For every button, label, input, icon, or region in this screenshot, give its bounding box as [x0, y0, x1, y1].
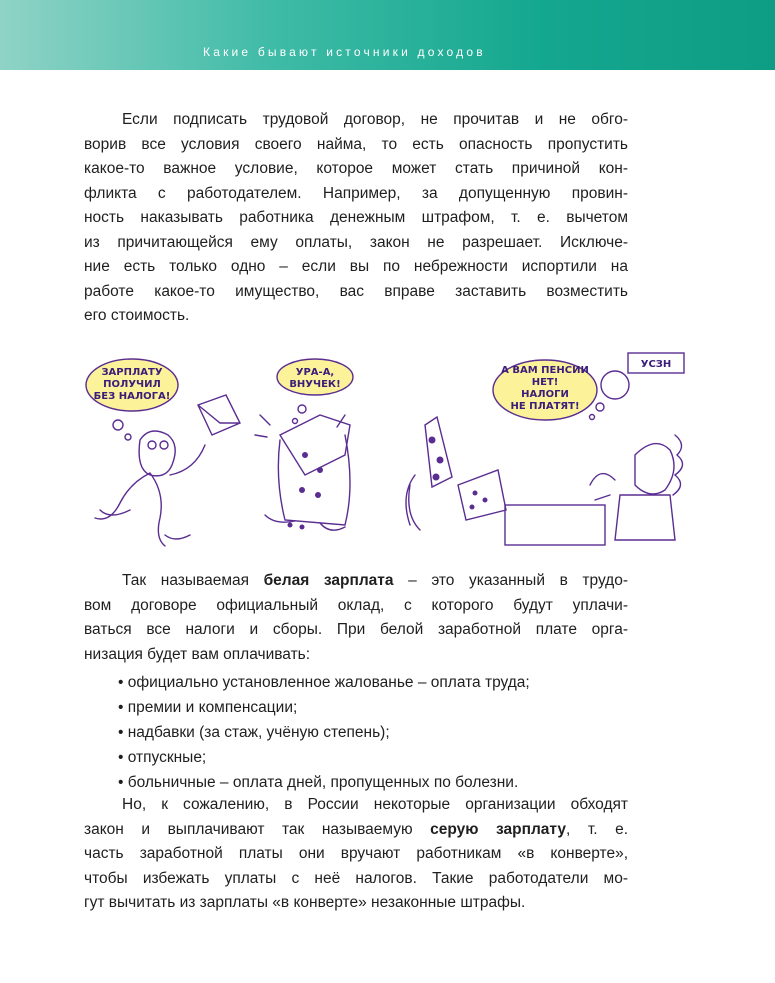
dress-dots	[288, 437, 488, 530]
bubble-1-line-1: ЗАРПЛАТУ	[101, 367, 163, 378]
text-span: закон и выплачивают так называемую	[84, 820, 431, 838]
paragraph-1	[84, 108, 628, 329]
list-item: • официально установленное жалованье – оплата труда;	[118, 674, 530, 691]
cartoon-illustration	[80, 345, 695, 555]
sign-label: УСЗН	[640, 359, 672, 370]
bubble-3-line-4: НЕ ПЛАТЯТ!	[510, 401, 580, 412]
text-line: работе какое-то имущество, вас вправе заставить возместить	[84, 282, 628, 300]
text-span: – это указанный в трудо-	[393, 572, 629, 589]
header-title: Какие бывают источники доходов	[203, 45, 486, 59]
text-line: из причитающейся ему оплаты, закон не разрешает. Исключе-	[84, 233, 628, 251]
term-white-salary: белая зарплата	[263, 572, 394, 589]
list-item: • премии и компенсации;	[118, 699, 298, 716]
bubble-3-line-3: НАЛОГИ	[521, 389, 569, 400]
text-span: , т. е.	[566, 820, 628, 838]
text-line: чтобы избежать уплаты с неё налогов. Такие работодатели мо-	[84, 869, 628, 887]
text-line: вом договоре официальный оклад, с которого будут уплачи-	[84, 596, 628, 614]
page-header	[0, 0, 775, 70]
text-line	[84, 818, 628, 843]
bubble-3-line-1: А ВАМ ПЕНСИИ	[501, 365, 589, 376]
term-grey-salary: серую зарплату	[430, 820, 567, 838]
bullet-list	[118, 670, 530, 795]
text-line: гут вычитать из зарплаты «в конверте» незаконные штрафы.	[84, 894, 526, 911]
text-span: Так называемая	[122, 572, 264, 589]
list-item: • отпускные;	[118, 749, 207, 766]
bubble-2-line-2: ВНУЧЕК!	[289, 379, 341, 390]
text-line: какое-то важное условие, которое может стать причиной кон-	[84, 160, 628, 177]
text-line: ваться все налоги и сборы. При белой заработной плате орга-	[84, 621, 628, 638]
list-item: • надбавки (за стаж, учёную степень);	[118, 724, 390, 741]
text-line: часть заработной платы они вручают работникам «в конверте»,	[84, 845, 628, 862]
paragraph-2	[84, 569, 628, 667]
text-line	[84, 569, 628, 594]
bubble-1-line-3: БЕЗ НАЛОГА!	[93, 391, 171, 402]
list-item: • больничные – оплата дней, пропущенных по болезни.	[118, 774, 519, 791]
text-line: Но, к сожалению, в России некоторые организации обходят	[122, 796, 628, 813]
text-line: его стоимость.	[84, 307, 190, 324]
text-line: ворив все условия своего найма, то есть опасность пропустить	[84, 135, 628, 153]
text-line: фликта с работодателем. Например, за допущенную провин-	[84, 184, 628, 202]
paragraph-3	[84, 793, 628, 916]
bubble-1-line-2: ПОЛУЧИЛ	[103, 379, 161, 390]
text-line: низация будет вам оплачивать:	[84, 645, 311, 663]
bubble-2-line-1: УРА-А,	[295, 367, 335, 378]
text-line: ность наказывать работника денежным штрафом, т. е. вычетом	[84, 209, 628, 226]
text-line: Если подписать трудовой договор, не прочитав и не обго-	[122, 111, 628, 128]
bubble-3-line-2: НЕТ!	[531, 377, 559, 388]
text-line: ние есть только одно – если вы по небрежности испортили на	[84, 258, 628, 275]
